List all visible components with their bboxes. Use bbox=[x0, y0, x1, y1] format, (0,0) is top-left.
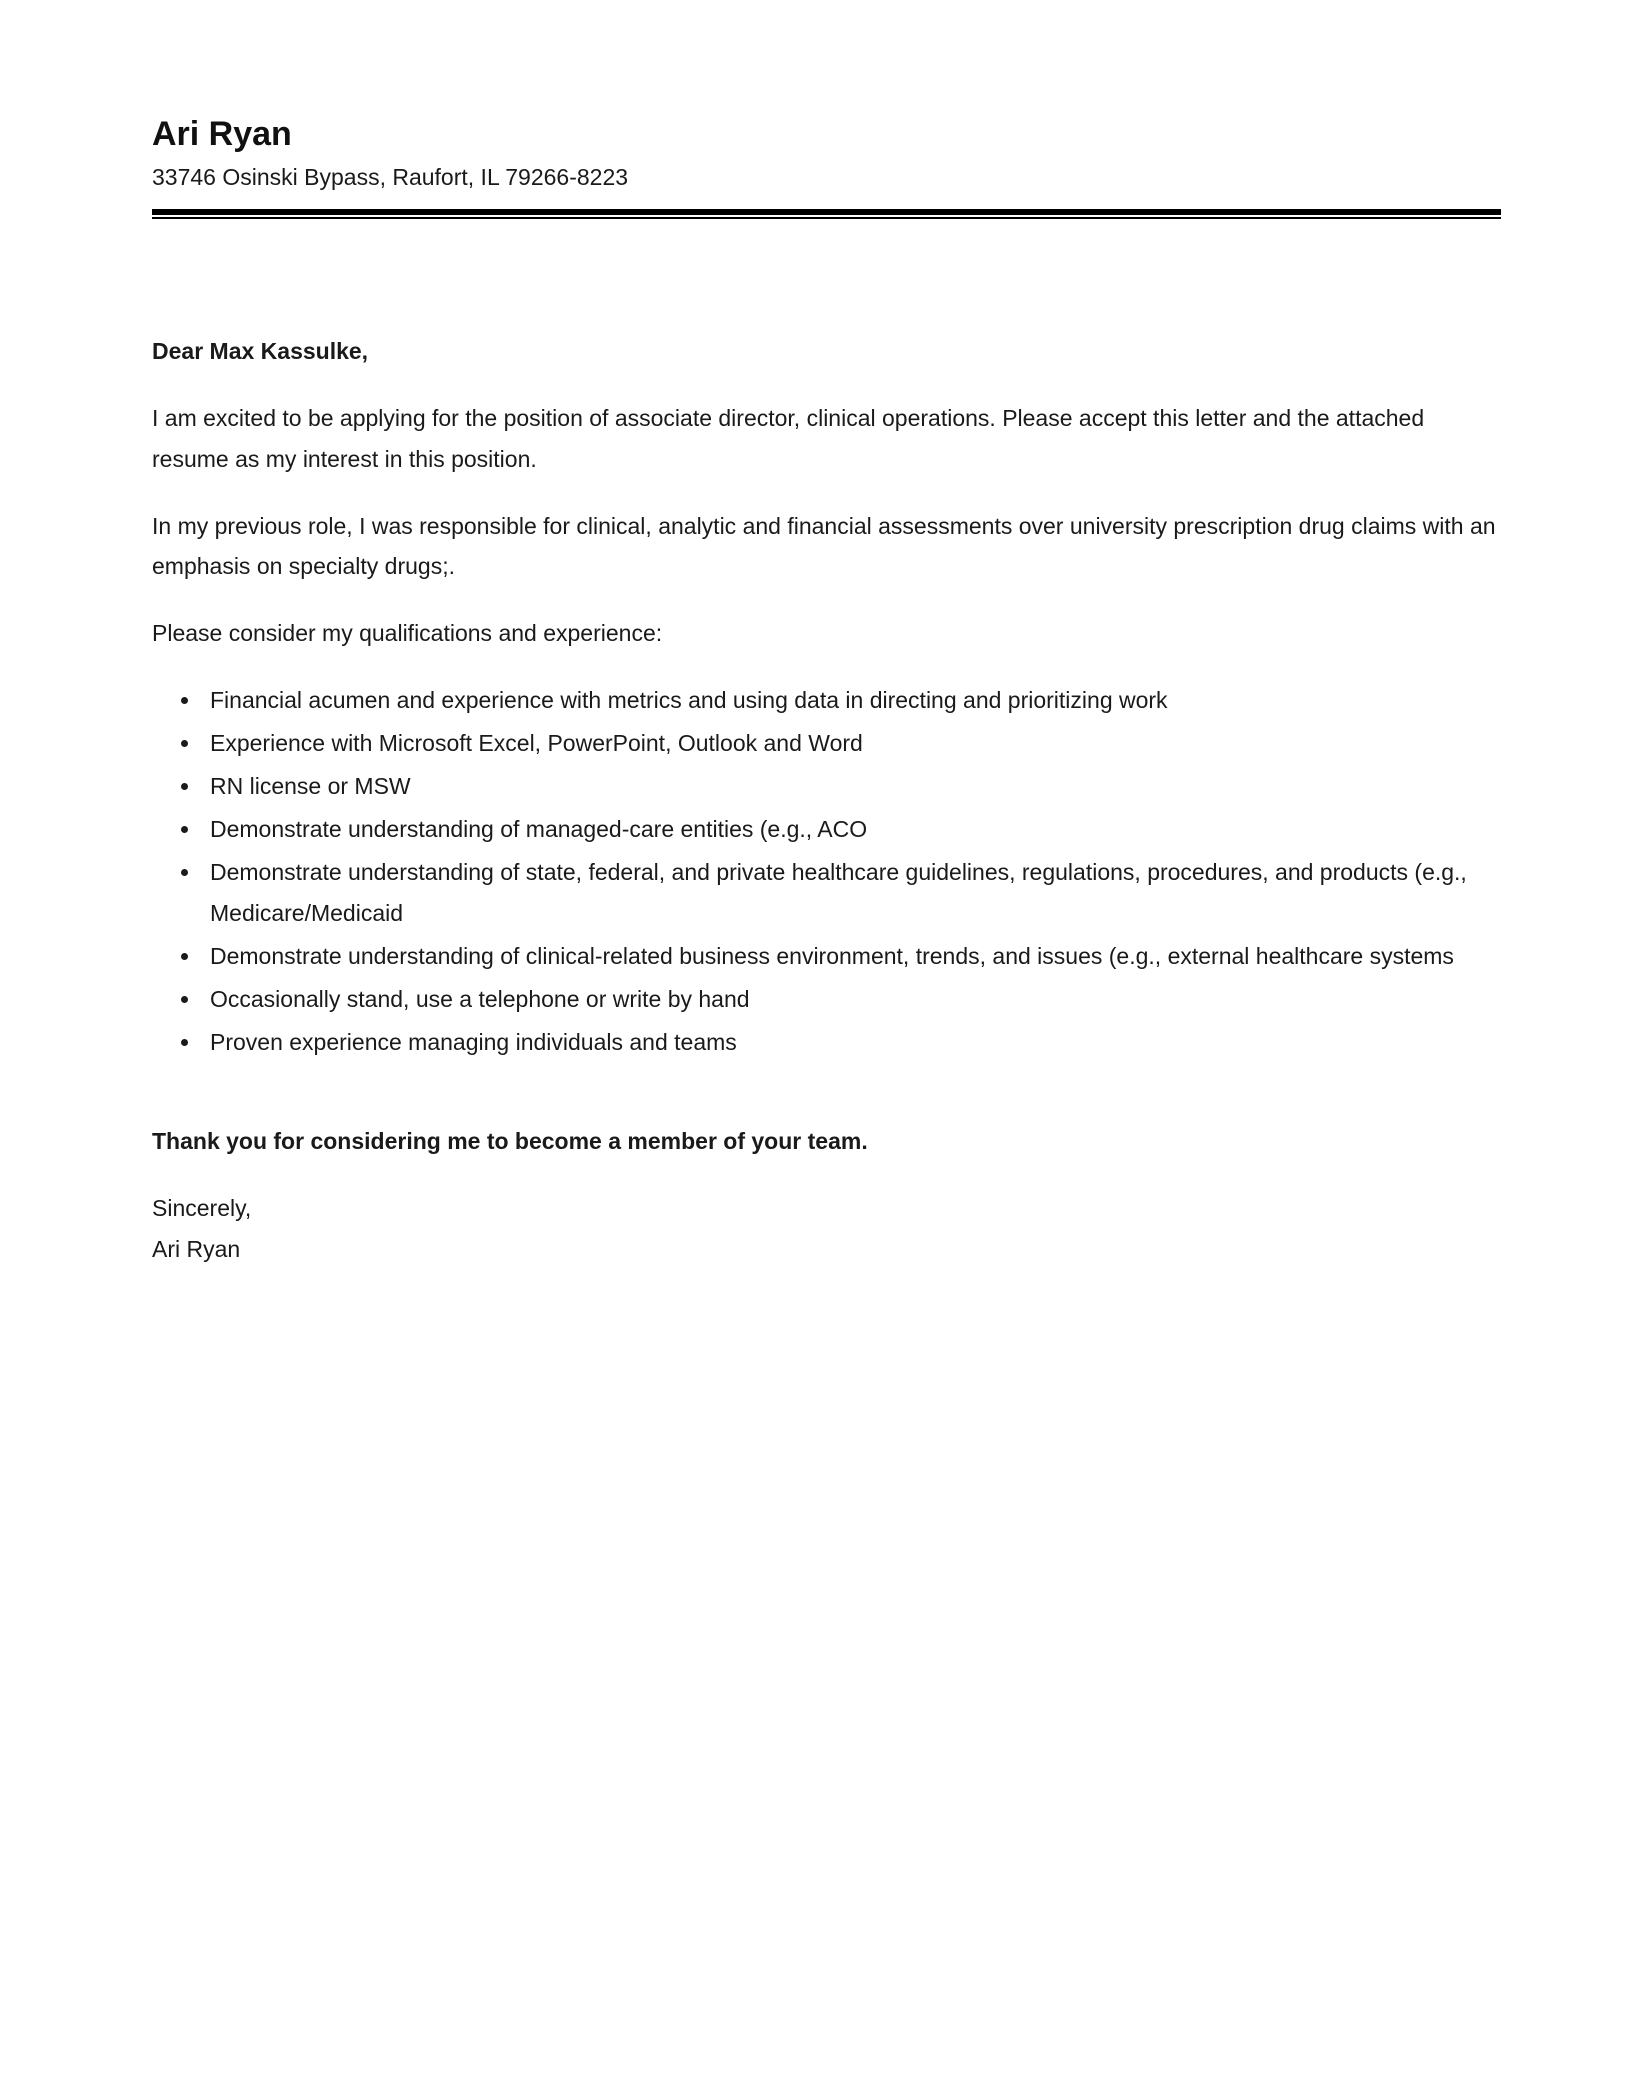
sender-address: 33746 Osinski Bypass, Raufort, IL 79266-8223 bbox=[152, 164, 629, 191]
qualification-item: • RN license or MSW bbox=[202, 766, 1501, 807]
signature-block bbox=[152, 1188, 1501, 1270]
qualification-item: • Demonstrate understanding of clinical-related business environment, trends, and issues (e.g., external healthcare systems bbox=[202, 936, 1501, 977]
qualification-item: • Demonstrate understanding of managed-care entities (e.g., ACO bbox=[202, 809, 1501, 850]
sender-name: Ari Ryan bbox=[152, 115, 292, 153]
paragraph-qualifications-lead: Please consider my qualifications and experience: bbox=[152, 620, 663, 647]
paragraph-intro: I am excited to be applying for the position of associate director, clinical operations. Please accept this letter and the attached resume as my interest in this position. bbox=[152, 404, 1425, 472]
valediction: Sincerely, bbox=[152, 1194, 252, 1221]
paragraph-previous-role: In my previous role, I was responsible for clinical, analytic and financial assessments over university prescription drug claims with an emphasis on specialty drugs;. bbox=[152, 512, 1496, 580]
qualification-item: • Proven experience managing individuals and teams bbox=[202, 1022, 1501, 1063]
closing-statement: Thank you for considering me to become a member of your team. bbox=[152, 1127, 868, 1154]
salutation: Dear Max Kassulke, bbox=[152, 337, 369, 364]
qualifications-list bbox=[152, 680, 1501, 1062]
qualification-item: • Financial acumen and experience with metrics and using data in directing and prioritizing work bbox=[202, 680, 1501, 721]
qualification-item: • Demonstrate understanding of state, federal, and private healthcare guidelines, regulations, procedures, and products (e.g., Medicare/Medicaid bbox=[202, 852, 1501, 934]
letter-header bbox=[152, 112, 1501, 195]
qualification-item: • Occasionally stand, use a telephone or write by hand bbox=[202, 979, 1501, 1020]
header-divider bbox=[152, 209, 1501, 219]
signature-name: Ari Ryan bbox=[152, 1235, 241, 1262]
letter-body bbox=[152, 331, 1501, 1270]
qualification-item: • Experience with Microsoft Excel, PowerPoint, Outlook and Word bbox=[202, 723, 1501, 764]
